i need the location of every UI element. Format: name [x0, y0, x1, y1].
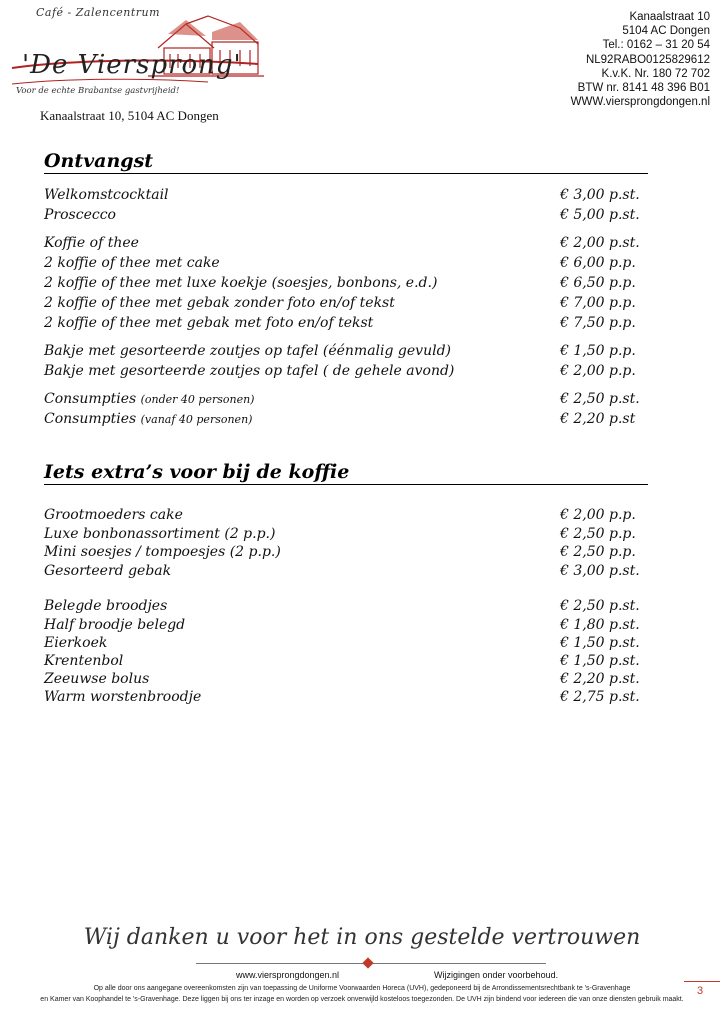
- list-item: [44, 563, 644, 583]
- list-item: [44, 617, 644, 637]
- company-btw: BTW nr. 8141 48 396 B01: [577, 82, 710, 95]
- list-item: [44, 391, 644, 411]
- section-title-ontvangst: Ontvangst: [44, 150, 648, 174]
- item-price: € 2,50 p.st.: [560, 391, 640, 407]
- item-name-text: Consumpties: [44, 391, 137, 407]
- item-name: Grootmoeders cake: [44, 507, 183, 523]
- item-name: Bakje met gesorteerde zoutjes op tafel ( de gehele avond): [44, 363, 455, 379]
- item-name: Zeeuwse bolus: [44, 671, 150, 687]
- item-name: Gesorteerd gebak: [44, 563, 172, 579]
- item-name: [44, 411, 252, 427]
- list-item: [44, 653, 644, 673]
- legal-text-line-1: Op alle door ons aangegane overeenkomsten zijn van toepassing de Uniforme Voorwaarden Horeca (UVH), gedeponeerd bij de Arrondissementsrechtbank te 's-Gravenhage: [93, 985, 631, 992]
- item-price: € 7,00 p.p.: [560, 295, 636, 311]
- item-name-text: Consumpties: [44, 411, 137, 427]
- item-price: € 1,50 p.st.: [560, 653, 640, 669]
- item-name: Eierkoek: [44, 635, 108, 651]
- company-logo: [8, 6, 268, 106]
- item-name: Belegde broodjes: [44, 598, 168, 614]
- company-info: [571, 10, 710, 109]
- item-name: Half broodje belegd: [44, 617, 186, 633]
- diamond-ornament-icon: [362, 957, 373, 968]
- item-name: Krentenbol: [44, 653, 124, 669]
- item-name: Warm worstenbroodje: [44, 689, 202, 705]
- list-item: [44, 315, 644, 335]
- company-postcode: 5104 AC Dongen: [622, 25, 710, 38]
- item-price: € 2,75 p.st.: [560, 689, 640, 705]
- list-item: [44, 207, 644, 227]
- list-item: [44, 507, 644, 527]
- item-price: € 7,50 p.p.: [560, 315, 636, 331]
- section-title-extras: Iets extra’s voor bij de koffie: [44, 461, 648, 485]
- logo-name: 'De Viersprong': [22, 50, 242, 80]
- legal-text-line-2: en Kamer van Koophandel te 's-Gravenhage. Deze liggen bij ons ter inzage en worden op verzoek onverwijld kosteloos toegezonden. De UVH zijn bindend voor iedereen die van onze diensten gebruik maakt.: [40, 996, 684, 1003]
- logo-address: Kanaalstraat 10, 5104 AC Dongen: [40, 108, 219, 123]
- page-number: 3: [697, 985, 704, 997]
- item-name: Bakje met gesorteerde zoutjes op tafel (éénmalig gevuld): [44, 343, 451, 359]
- item-price: € 3,00 p.st.: [560, 187, 640, 203]
- list-item: [44, 343, 644, 363]
- list-item: [44, 295, 644, 315]
- item-name: Koffie of thee: [44, 235, 139, 251]
- company-street: Kanaalstraat 10: [629, 11, 710, 23]
- list-item: [44, 526, 644, 546]
- list-item: [44, 235, 644, 255]
- item-note: (vanaf 40 personen): [140, 413, 253, 426]
- list-item: [44, 411, 644, 431]
- item-price: € 2,50 p.p.: [560, 526, 636, 542]
- list-item: [44, 598, 644, 618]
- item-price: € 2,00 p.p.: [560, 363, 636, 379]
- item-price: € 1,80 p.st.: [560, 617, 640, 633]
- company-kvk: K.v.K. Nr. 180 72 702: [601, 67, 710, 80]
- item-name: Welkomstcocktail: [44, 187, 169, 203]
- item-name: Proscecco: [44, 207, 116, 223]
- item-price: € 6,50 p.p.: [560, 275, 636, 291]
- list-item: [44, 255, 644, 275]
- list-item: [44, 671, 644, 691]
- item-name: 2 koffie of thee met gebak zonder foto en/of tekst: [44, 295, 395, 311]
- thank-you-line: Wij danken u voor het in ons gestelde vertrouwen: [83, 925, 641, 950]
- item-name: Luxe bonbonassortiment (2 p.p.): [44, 526, 276, 542]
- item-name: Mini soesjes / tompoesjes (2 p.p.): [44, 544, 281, 560]
- list-item: [44, 689, 644, 709]
- company-phone: Tel.: 0162 – 31 20 54: [602, 39, 710, 52]
- list-item: [44, 187, 644, 207]
- item-price: € 2,00 p.st.: [560, 235, 640, 251]
- list-item: [44, 275, 644, 295]
- item-price: € 2,50 p.p.: [560, 544, 636, 560]
- item-price: € 1,50 p.p.: [560, 343, 636, 359]
- item-price: € 2,20 p.st: [560, 411, 636, 427]
- company-iban: NL92RABO0125829612: [585, 53, 710, 66]
- footer-disclaimer: Wijzigingen onder voorbehoud.: [434, 970, 559, 980]
- item-note: (onder 40 personen): [140, 393, 255, 406]
- item-name: 2 koffie of thee met cake: [44, 255, 220, 271]
- list-item: [44, 544, 644, 564]
- item-price: € 5,00 p.st.: [560, 207, 640, 223]
- page-number-rule: [684, 981, 720, 982]
- footer-website-link[interactable]: www.viersprongdongen.nl: [236, 970, 340, 980]
- list-item: [44, 363, 644, 383]
- item-price: € 1,50 p.st.: [560, 635, 640, 651]
- logo-subtitle: Café - Zalencentrum: [36, 6, 161, 19]
- item-price: € 6,00 p.p.: [560, 255, 636, 271]
- item-name: [44, 391, 254, 407]
- item-name: 2 koffie of thee met luxe koekje (soesjes, bonbons, e.d.): [44, 275, 438, 291]
- item-price: € 2,20 p.st.: [560, 671, 640, 687]
- logo-slogan: Voor de echte Brabantse gastvrijheid!: [16, 86, 180, 96]
- list-item: [44, 635, 644, 655]
- item-price: € 2,50 p.st.: [560, 598, 640, 614]
- item-price: € 3,00 p.st.: [560, 563, 640, 579]
- item-name: 2 koffie of thee met gebak met foto en/of tekst: [44, 315, 374, 331]
- item-price: € 2,00 p.p.: [560, 507, 636, 523]
- company-website[interactable]: WWW.viersprongdongen.nl: [570, 96, 710, 109]
